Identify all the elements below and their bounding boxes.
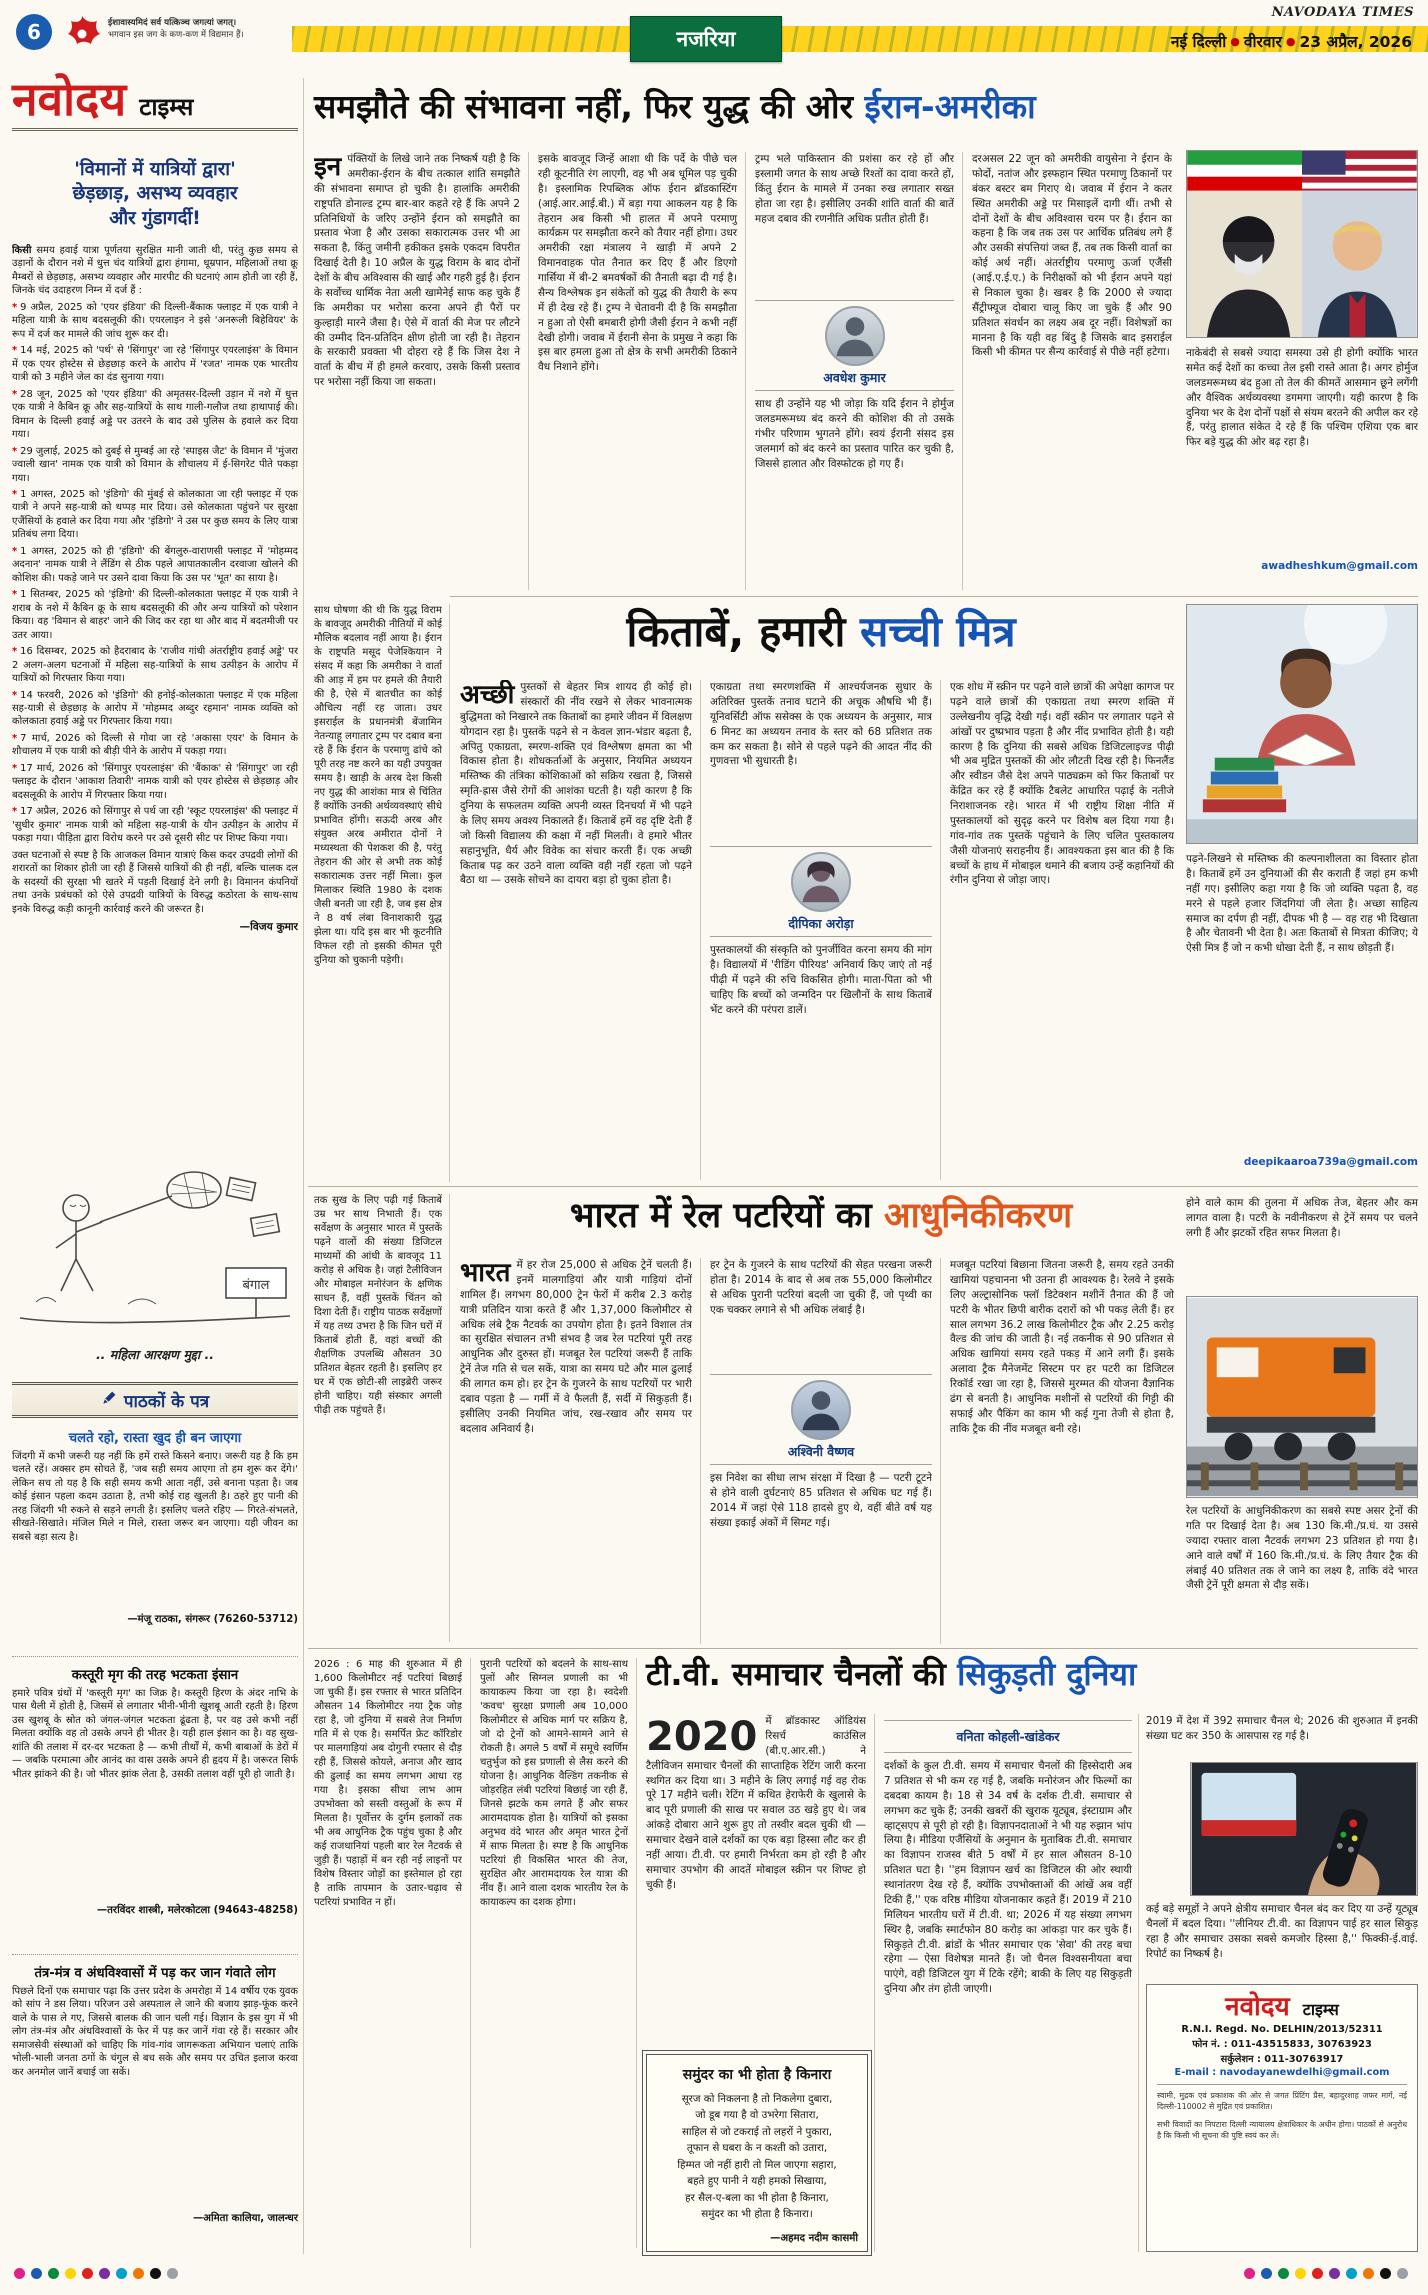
poem-line: सूरज को निकलना है तो निकलेगा दुबारा, <box>681 2093 833 2105</box>
drop-cap: अच्छी <box>460 680 515 710</box>
letter-body: पिछले दिनों एक समाचार पढ़ा कि उत्तर प्रदेश के अमरोहा में 14 वर्षीय एक युवक को सांप ने डस लिया। परिजन उसे अस्पताल ले जाने की बजाय झाड़-फूंक करने वाले के पास ले गए, जिससे बालक की जान चली गई। विज्ञान के इस युग में भी लोग तंत्र-मंत्र और अंधविश्वासों के फेर में पड़ कर जानें गंवा रहे हैं। सरकार और समाजसेवी संस्थाओं को चाहिए कि गांव-गांव जागरूकता अभियान चलाएं ताकि भोली-भाली जनता ठगों के चंगुल से बच सके और समय पर उचित इलाज करवा कर अनमोल जानें बचाई जा सकें। <box>12 1986 298 2078</box>
imprint-paper-subtitle: टाइम्स <box>1302 2000 1339 2019</box>
imprint-email: E-mail : navodayanewdelhi@gmail.com <box>1174 2067 1390 2078</box>
bullet-text: 1 अगस्त, 2025 को ही 'इंडिगो' की बेंगलुरु-वाराणसी फ्लाइट में 'मोहम्मद अदनान' नामक यात्री ने लैंडिंग से ठीक पहले आपातकालीन दरवाजा खोलने की कोशिश की। पकड़े जाने पर उसने दावा किया कि उस पर 'भूत' का साया है। <box>12 545 298 584</box>
letter-item <box>12 1656 298 1951</box>
letter-body: जिंदगी में कभी जरूरी यह नहीं कि हमें रास्ते किसने बनाए। जरूरी यह है कि हम चलते रहें। अक्सर हम सोचते हैं, 'जब सही समय आएगा तो हम शुरू कर देंगे।' लेकिन सच तो यह है कि सही समय कभी आता नहीं, उसे बनाना पड़ता है। जब कोई इंसान पहला कदम उठाता है, तभी कोई राह खुलती है। ठहरे हुए पानी की तरह जिंदगी भी रुकने से सड़ने लगती है। इसलिए चलते रहिए — गिरते-संभलते, सीखते-सिखाते। मंजिल मिले न मिले, रास्ता जरूर बन जाएगा। यही जीवन का सबसे बड़ा सत्य है। <box>12 1451 298 1543</box>
column-text: इस निवेश का सीधा लाभ संरक्षा में दिखा है — पटरी टूटने से होने वाली दुर्घटनाएं 85 प्रतिशत से अधिक घट गई हैं। 2014 में जहां ऐसे 118 हादसे हुए थे, वहीं बीते वर्ष यह संख्या इकाई अंकों में सिमट गई। <box>710 1472 932 1529</box>
author-name: वनिता कोहली-खांडेकर <box>956 1729 1060 1744</box>
imprint-phone: फोन नं. : 011-43515833, 30763923 <box>1192 2039 1372 2050</box>
registration-dots <box>14 2264 184 2283</box>
page-number: 6 <box>27 20 41 44</box>
bullet-text: 7 मार्च, 2026 को दिल्ली से गोवा जा रहे 'अकासा एयर' के विमान के शौचालय में एक यात्री को बीड़ी पीने के आरोप में पकड़ा गया। <box>12 732 298 758</box>
dateline-dot: ● <box>1230 35 1240 48</box>
editorial-headline-line1: 'विमानों में यात्रियों द्वारा' <box>74 159 236 180</box>
cartoon-drawing <box>12 1150 298 1342</box>
bullet-text: 9 अप्रैल, 2025 को 'एयर इंडिया' की दिल्ली-बैंकाक फ्लाइट में एक यात्री ने महिला यात्री के साथ बदसलूकी की। एयरलाइन ने इसे 'अनरूली बिहेवियर' के रूप में दर्ज कर मामले की जांच शुरू कर दी। <box>12 301 298 340</box>
article-column <box>314 152 528 590</box>
registration-dots <box>1244 2264 1414 2283</box>
letter-signature: —मंजू राठका, संगरूर (76260-53712) <box>127 1614 298 1625</box>
author-chip <box>710 846 932 937</box>
dateline-day: वीरवार <box>1243 33 1282 51</box>
letter-body: हमारे पवित्र ग्रंथों में 'कस्तूरी मृग' का जिक्र है। कस्तूरी हिरण के अंदर नाभि के पास थैली में होती है, जिसमें से लगातार भीनी-भीनी खुशबू आती रहती है। हिरण उस खुशबू के स्रोत को जंगल-जंगल भटकता ढूंढता है, पर वह उसे कभी नहीं मिलता क्योंकि वह तो उसके अपने ही भीतर है। यही हाल इंसान का है। वह सुख-शांति की तलाश में दर-दर भटकता है — कभी तीर्थों में, कभी बाबाओं के डेरों में — जबकि परमात्मा और आनंद का वास उसके अपने ही हृदय में है। जरूरत सिर्फ भीतर झांकने की है। जो भीतर झांक लेता है, उसकी तलाश वहीं पूरी हो जाती है। <box>12 1688 298 1780</box>
iran-author-email: awadheshkum@gmail.com <box>1261 560 1418 572</box>
books-column-under-photo: पढ़ने-लिखने से मस्तिष्क की कल्पनाशीलता का विस्तार होता है। किताबें हमें उन दुनियाओं की सैर कराती हैं जहां हम कभी नहीं गए। इसीलिए कहा गया है कि जो व्यक्ति पढ़ता है, वह मरने से पहले हजार जिंदगियां जी लेता है। अच्छा साहित्य समाज का दर्पण ही नहीं, दीपक भी है — वह राह भी दिखाता है और चेतावनी भी देता है। अतः किताबों से मित्रता कीजिए; ये ऐसी मित्र हैं जो न कभी धोखा देती हैं, न साथ छोड़ती हैं। <box>1186 853 1418 955</box>
bullet-star: * <box>12 589 18 601</box>
letter-title: चलते रहो, रास्ता खुद ही बन जाएगा <box>68 1431 242 1446</box>
headline-text: किताबें, हमारी <box>626 607 860 656</box>
editorial-headline-line2: छेड़छाड़, असभ्य व्यवहार <box>72 183 238 205</box>
paper-title: नवोदय <box>12 72 127 126</box>
tv-right-top-text: 2019 में देश में 392 समाचार चैनल थे; 2026 की शुरुआत में इनकी संख्या घट कर 350 के आसपास रह गई है। <box>1146 1715 1418 1742</box>
books-article-columns <box>460 680 1182 1180</box>
author-photo <box>825 306 885 366</box>
column-text: एकाग्रता तथा स्मरणशक्ति में आश्चर्यजनक सुधार के अतिरिक्त पुस्तकें तनाव घटाने की अचूक औषधि भी हैं। यूनिवर्सिटी ऑफ ससेक्स के एक अध्ययन के अनुसार, मात्र 6 मिनट का अध्ययन तनाव के स्तर को 68 प्रतिशत तक कम कर सकता है। सोने से पहले पढ़ने की आदत नींद की गुणवत्ता भी सुधारती है। <box>710 681 932 768</box>
imprint-paper-title: नवोदय <box>1225 1992 1290 2022</box>
railway-article-headline <box>460 1196 1182 1236</box>
headline-accent: सच्ची मित्र <box>859 607 1016 656</box>
author-name: दीपिका अरोड़ा <box>788 916 854 931</box>
pen-icon <box>101 1390 117 1410</box>
editorial-cartoon <box>12 1150 298 1374</box>
editorial-bullet <box>12 588 298 642</box>
brand-name: NAVODAYA TIMES <box>1271 5 1414 20</box>
dateline <box>992 30 1412 52</box>
headline-accent: सिकुड़ती दुनिया <box>957 1655 1137 1693</box>
letter-item <box>12 1954 298 2261</box>
bullet-star: * <box>12 762 18 774</box>
column-rule <box>303 78 304 2254</box>
editorial-lead-word: किसी <box>12 245 32 256</box>
author-chip <box>884 1720 1132 1753</box>
column-text: पुस्तकों से बेहतर मित्र शायद ही कोई हो। संस्कारों की नींव रखने से लेकर भावनात्मक बुद्धिमता को निखारने तक किताबों का हमारे जीवन में विलक्षण योगदान रहा है। पुस्तकें पढ़ने से न केवल ज्ञान-भंडार बढ़ता है, अपितु एकाग्रता, स्मरण-शक्ति एवं विश्लेषण क्षमता का भी विकास होता है। शोधकर्ताओं के अनुसार, नियमित अध्ययन मस्तिष्क की तंत्रिका कोशिकाओं को सक्रिय रखता है, जिससे स्मृति-ह्रास जैसे रोगों की आशंका घटती है। यही कारण है कि दुनिया के सफलतम व्यक्ति अपनी व्यस्त दिनचर्या में भी पढ़ने के लिए समय अवश्य निकालते हैं। किताबें हमें वह दृष्टि देती हैं जो किसी विद्यालय की कक्षा में नहीं मिलती। वे हमारे भीतर सहानुभूति, धैर्य और विवेक का संचार करती हैं। एक अच्छी किताब पढ़ कर उठने वाला व्यक्ति वही नहीं रहता जो पढ़ने बैठा था — उसके सोचने का दायरा बड़ा हो चुका होता है। <box>460 681 692 887</box>
letter-title: तंत्र-मंत्र व अंधविश्वासों में पड़ कर जान गंवाते लोग <box>34 1966 276 1981</box>
author-name: अवधेश कुमार <box>823 370 886 385</box>
headline-text: टी.वी. समाचार चैनलों की <box>646 1655 958 1693</box>
author-photo <box>791 852 851 912</box>
imprint-fine-print-2: सभी विवादों का निपटारा दिल्ली न्यायालय क्षेत्राधिकार के अधीन होगा। पाठकों से अनुरोध है कि किसी भी सूचना की पुष्टि स्वयं कर लें। <box>1157 2119 1407 2140</box>
article-column <box>745 152 962 590</box>
headline-accent: आधुनिकीकरण <box>883 1196 1073 1236</box>
article-column <box>460 1258 700 1644</box>
bullet-star: * <box>12 646 18 658</box>
editorial-bullet <box>12 388 298 442</box>
column-text: पंक्तियों के लिखे जाने तक निष्कर्ष यही है कि अमरीका-ईरान के बीच तत्काल शांति समझौते की संभावना समाप्त हो चुकी है। हालांकि अमरीकी राष्ट्रपति डोनाल्ड ट्रम्प बार-बार कहते रहे हैं कि अपने 2 प्रतिनिधियों के जरिए उन्होंने ईरान को समझौते का प्रस्ताव भेजा है और उसका सकारात्मक उत्तर भी आ सकता है, किंतु जमीनी हकीकत इसके एकदम विपरीत दिखाई देती है। 10 अप्रैल के युद्ध विराम के बाद दोनों देशों के बीच अविश्वास की खाई और गहरी हुई है। ईरान के सर्वोच्च धार्मिक नेता अली खामेनेई साफ कह चुके हैं कि अमरीका पर भरोसा करना अपने ही पैरों पर कुल्हाड़ी मारने जैसा है। ऐसे में वार्ता की मेज पर लौटने की उम्मीद दिन-प्रतिदिन क्षीण होती जा रही है। तेहरान के सरकारी प्रवक्ता भी दोहरा रहे हैं कि जिस देश ने वार्ता के बीच में ही हमले करवाए, उसके किसी प्रस्ताव पर भरोसा नहीं किया जा सकता। <box>314 153 520 389</box>
editorial-bullet <box>12 545 298 585</box>
editorial-body <box>12 244 298 1144</box>
bullet-star: * <box>12 301 18 313</box>
bullet-text: 14 मई, 2025 को 'पर्थ' से 'सिंगापुर' जा रहे 'सिंगापुर एयरलाइंस' के विमान में एक एयर होस्टेस से छेड़छाड़ करने के आरोप में 'रजत' नामक एक भारतीय यात्री को 3 महीने जेल का दंड सुनाया गया। <box>12 345 298 384</box>
bullet-text: 1 सितम्बर, 2025 को 'इंडिगो' की दिल्ली-कोलकाता फ्लाइट में एक यात्री ने शराब के नशे में कैबिन क्रू के साथ बदसलूकी की और अन्य यात्रियों को परेशान किया। वह 'विमान से बाहर' जाने की जिद कर रहा था और बाद में बदतमीजी पर उतर आया। <box>12 589 298 641</box>
reading-woman-photo <box>1186 604 1418 844</box>
letter-signature: —अमिता कालिया, जालन्धर <box>192 2213 298 2224</box>
column-text: पुस्तकालयों की संस्कृति को पुनर्जीवित करना समय की मांग है। विद्यालयों में 'रीडिंग पीरियड' अनिवार्य किए जाएं तो नई पीढ़ी में पढ़ने की रुचि विकसित होगी। माता-पिता को भी चाहिए कि बच्चों को जन्मदिन पर खिलौनों के साथ किताबें भेंट करने की परंपरा डालें। <box>710 944 932 1016</box>
article-column <box>940 1258 1182 1644</box>
column-rule <box>449 604 450 1182</box>
headline-accent: ईरान-अमरीका <box>864 87 1036 126</box>
author-chip <box>710 1374 932 1465</box>
bullet-star: * <box>12 545 18 557</box>
bullet-star: * <box>12 445 18 457</box>
iran-continuation-column: साथ घोषणा की थी कि युद्ध विराम के बावजूद अमरीकी नीतियों में कोई मौलिक बदलाव नहीं आया है। ईरान के राष्ट्रपति मसूद पेजेश्कियान ने संसद में कहा कि अमरीका ने वार्ता की आड़ में हम पर हमले की तैयारी की है, ऐसे में बातचीत का कोई औचित्य नहीं रह जाता। उधर इसराईल के प्रधानमंत्री बेंजामिन नेतन्याहू लगातार ट्रम्प पर दबाव बना रहे हैं कि ईरान के परमाणु ढांचे को पूरी तरह नष्ट करने का यही उपयुक्त समय है। खाड़ी के अरब देश किसी नए युद्ध की आशंका मात्र से चिंतित हैं क्योंकि उनकी अर्थव्यवस्थाएं सीधे प्रभावित होंगी। सऊदी अरब और संयुक्त अरब अमीरात दोनों ने मध्यस्थता की पेशकश की है, परंतु तेहरान की ओर से अभी तक कोई सकारात्मक उत्तर नहीं मिला। कुल मिलाकर स्थिति 1980 के दशक जैसी बनती जा रही है, जब इस क्षेत्र ने 8 वर्ष लंबा विनाशकारी युद्ध झेला था। यदि इस बार भी कूटनीति विफल रही तो इसकी कीमत पूरी दुनिया को चुकानी पड़ेगी। <box>314 605 442 966</box>
poem-line: तूफान से घबरा के न कश्ती को उतारा, <box>686 2142 828 2155</box>
editorial-closing: उक्त घटनाओं से स्पष्ट है कि आजकल विमान यात्राएं किस कदर उपद्रवी लोगों की शरारतों का शिकार होती जा रही हैं जिससे यात्रियों की ही नहीं, बल्कि चालक दल के सदस्यों की सुरक्षा भी खतरे में पड़ती दिखाई देने लगी है। विमानन कंपनियों तथा उनके प्रबंधकों को ऐसे उपद्रवी यात्रियों के विरुद्ध कठोरता के साथ-साथ इनके विरुद्ध कड़ी कानूनी कार्रवाई करने की जरूरत है। <box>12 849 298 915</box>
headline-text: भारत में रेल पटरियों का <box>569 1196 884 1236</box>
editorial-intro-text: समय हवाई यात्रा पूर्णतया सुरक्षित मानी जाती थी, परंतु कुछ समय से उड़ानों के दौरान नशे में धुत्त चंद यात्रियों द्वारा हंगामा, धूम्रपान, महिलाओं तथा क्रू मैम्बरों से छेड़छाड़, असभ्य व्यवहार और मारपीट की घटनाएं आम होती जा रही हैं, जिनके चंद उदाहरण निम्न में दर्ज हैं : <box>12 245 298 297</box>
section-label-box <box>630 16 782 62</box>
bullet-star: * <box>12 689 18 701</box>
editorial-signature: —विजय कुमार <box>239 921 298 934</box>
paper-masthead <box>12 72 298 131</box>
motto-line2: भगवान इस जग के कण-कण में विद्यमान हैं। <box>108 29 244 40</box>
iran-article-headline <box>314 88 1414 126</box>
bullet-text: 17 मार्च, 2026 को 'सिंगापुर एयरलाइंस' की 'बैंकाक' से 'सिंगापुर' जा रही फ्लाइट के दौरान 'आकाश तिवारी' नामक यात्री को एयर होस्टेस से छेड़छाड़ और बदसलूकी के आरोप में गिरफ्तार किया गया। <box>12 762 298 801</box>
section-rule <box>450 596 1418 597</box>
drop-cap: भारत <box>460 1258 511 1288</box>
editorial-bullet <box>12 301 298 341</box>
bullet-text: 28 जून, 2025 को 'एयर इंडिया' की अमृतसर-दिल्ली उड़ान में नशे में धुत्त एक यात्री ने कैबिन क्रू और सह-यात्रियों के साथ गाली-गलौज तथा हाथापाई की। विमान के दिल्ली हवाई अड्डे पर उतरने के बाद उसे पुलिस के हवाले कर दिया गया। <box>12 388 298 441</box>
railway-article-columns <box>460 1258 1182 1644</box>
editorial-headline <box>12 158 298 231</box>
bullet-text: 1 अगस्त, 2025 को 'इंडिगो' की मुंबई से कोलकाता जा रही फ्लाइट में एक यात्री ने अपने सह-यात्री को थप्पड़ मार दिया। उसे कोलकाता पहुंचने पर सुरक्षा एजैंसियों के हवाले कर दिया गया और 'इंडिगो' ने उस पर कुछ समय के लिए यात्रा प्रतिबंध लगा दिया। <box>12 488 298 541</box>
poem-line: हर सैल-ए-बला का भी होता है किनारा, <box>685 2191 829 2204</box>
column-text: साथ ही उन्होंने यह भी जोड़ा कि यदि ईरान ने होर्मुज जलडमरूमध्य बंद करने की कोशिश की तो उसके गंभीर परिणाम भुगतने होंगे। स्वयं ईरानी संसद इस जलमार्ग को बंद करने का प्रस्ताव पारित कर चुकी है, जिससे हालात और विस्फोटक हो गए हैं। <box>755 398 954 470</box>
column-text: ट्रम्प भले पाकिस्तान की प्रशंसा कर रहे हों और इस्लामी जगत के साथ अच्छे रिश्तों का दावा करते हों, किंतु ईरान के मामले में उनका रुख लगातार सख्त होता जा रहा है। इसीलिए उनकी शांति वार्ता की बातें महज दबाव की रणनीति अधिक प्रतीत होती हैं। <box>755 153 954 225</box>
dateline-date: 23 अप्रैल, 2026 <box>1299 33 1412 51</box>
bullet-star: * <box>12 488 18 500</box>
editorial-bullet <box>12 344 298 384</box>
bullet-text: 29 जुलाई, 2025 को दुबई से मुम्बई आ रहे 'स्पाइस जैट' के विमान में 'मुंजरा ज्वाली खान' नामक एक यात्री को विमान के शौचालय में ई-सिगरेट पीते पकड़ा गया। <box>12 445 298 484</box>
column-rule <box>874 1714 875 2252</box>
column-text: में हर रोज 25,000 से अधिक ट्रेनें चलती हैं। इनमें मालगाड़ियां और यात्री गाड़ियां दोनों शामिल हैं। लगभग 80,000 ट्रेन फेरों में करीब 2.3 करोड़ यात्री प्रतिदिन यात्रा करते हैं और 1,37,000 किलोमीटर से अधिक लंबे ट्रैक नैटवर्क का उपयोग होता है। इतने विशाल तंत्र का सुरक्षित संचालन तभी संभव है जब रेल पटरियां पूरी तरह आधुनिक और दुरुस्त हों। मजबूत रेल पटरियां जरूरी हैं ताकि ट्रेनें तेज गति से चल सकें, यात्रा का समय घटे और माल ढुलाई की लागत कम हो। हर ट्रेन के गुजरने के साथ पटरियों पर भारी दबाव पड़ता है — गर्मी में वे फैलती हैं, सर्दी में सिकुड़ती हैं। इसीलिए उनकी नियमित जांच, रख-रखाव और समय पर बदलाव अनिवार्य है। <box>460 1259 692 1435</box>
editorial-bullet <box>12 689 298 729</box>
tv-column-2 <box>884 1714 1132 2254</box>
column-text: मजबूत पटरियां बिछाना जितना जरूरी है, समय रहते उनकी खामियां पहचानना भी उतना ही आवश्यक है। रेलवे ने इसके लिए अल्ट्रासोनिक फ्लॉ डिटेक्शन मशीनें तैनात की हैं जो पटरी के भीतर छिपी बारीक दरारों को भी पकड़ लेती हैं। हर साल लगभग 36.2 लाख किलोमीटर ट्रैक और 2.25 करोड़ वैल्ड की जांच की जाती है। नई तकनीक से 90 प्रतिशत से अधिक खामियां समय रहते पकड़ में आने लगी हैं। इसके अलावा ट्रैक मैनेजमेंट सिस्टम पर हर पटरी का डिजिटल रिकॉर्ड रखा जा रहा है, जिससे मुरम्मत की योजना वैज्ञानिक ढंग से बनती है। आधुनिक मशीनों से पटरियों की गिट्टी की सफाई और पैकिंग का काम भी कई गुना तेजी से होता है, ताकि ट्रैक की नींव मजबूत बनी रहे। <box>950 1259 1174 1435</box>
track-machine-photo <box>1186 1296 1418 1498</box>
imprint-box <box>1146 1984 1418 2252</box>
iran-leaders-photo <box>1186 150 1418 338</box>
bullet-star: * <box>12 345 18 357</box>
article-column <box>940 680 1182 1180</box>
books-author-email: deepikaaroa739a@gmail.com <box>1243 1156 1418 1168</box>
dateline-dot: ● <box>1285 35 1296 48</box>
author-chip <box>755 300 954 391</box>
letters-section-header <box>12 1382 298 1418</box>
iran-column-under-photo: नाकेबंदी से सबसे ज्यादा समस्या उसे ही होगी क्योंकि भारत समेत कई देशों का कच्चा तेल इसी रास्ते आता है। अगर होर्मुज जलडमरूमध्य बंद हुआ तो तेल की कीमतें आसमान छूने लगेंगी और वैश्विक अर्थव्यवस्था डगमगा जाएगी। यही कारण है कि दुनिया भर के देश दोनों पक्षों से संयम बरतने की अपील कर रहे हैं, परंतु हालात संकेत दे रहे हैं कि पश्चिम एशिया एक बार फिर बड़े युद्ध की ओर बढ़ रहा है। <box>1186 347 1418 449</box>
letter-item <box>12 1428 298 1646</box>
decorative-emblem-icon <box>62 12 102 54</box>
author-photo <box>791 1380 851 1440</box>
column-text: में ब्रॉडकास्ट ऑडियंस रिसर्च काउंसिल (बी.ए.आर.सी.) ने टैलीविजन समाचार चैनलों की साप्ताहिक रेटिंग जारी करना स्थगित कर दिया था। 3 महीने के लिए लगाई गई वह रोक पूरे 17 महीने चली। रेटिंग में कथित हेराफेरी के खुलासे के बाद पूरी प्रणाली की साख पर सवाल उठ खड़े हुए थे। जब आंकड़े दोबारा आने शुरू हुए तो तस्वीर बदल चुकी थी — समाचार देखने वाले दर्शकों का एक बड़ा हिस्सा लौट कर ही नहीं आया। टी.वी. पर हमारी निर्भरता कम हो रही है और समाचार उपभोग की आदतें मोबाइल स्क्रीन पर शिफ्ट हो चुकी हैं। <box>646 1715 866 1891</box>
column-text: हर ट्रेन के गुजरने के साथ पटरियों की सेहत परखना जरूरी होता है। 2014 के बाद से अब तक 55,000 किलोमीटर से अधिक पुरानी पटरियां बदली जा चुकी हैं, जो पृथ्वी का एक चक्कर लगाने से भी अधिक लंबाई है। <box>710 1259 932 1316</box>
imprint-masthead <box>1157 1994 1407 2020</box>
railway-tail-column: 2026 : 6 माह की शुरुआत में ही 1,600 किलोमीटर नई पटरियां बिछाई जा चुकी हैं। इस रफ्तार से भारत प्रतिदिन औसतन 14 किलोमीटर नया ट्रैक जोड़ रहा है, जो दुनिया में सबसे तेज निर्माण गति में से एक है। समर्पित फ्रेट कॉरिडोर पर मालगाड़ियां अब दोगुनी रफ्तार से दौड़ रही हैं, जिससे कोयले, अनाज और खाद की ढुलाई का समय लगभग आधा रह गया है। इसका सीधा लाभ आम उपभोक्ता को सस्ती वस्तुओं के रूप में मिलता है। पूर्वोत्तर के दुर्गम इलाकों तक भी अब आधुनिक ट्रैक पहुंच चुका है और कई राजधानियां पहली बार रेल नैटवर्क से जुड़ी हैं। पहाड़ों में बन रही नई लाइनों पर विशेष विस्तार जोड़ों का इस्तेमाल हो रहा है ताकि तापमान के उतार-चढ़ाव से पटरियां प्रभावित न हों। <box>314 1659 462 1908</box>
tv-remote-photo <box>1190 1762 1418 1896</box>
poem-line: हिम्मत जो नहीं हारी तो मिल जाएगा सहारा, <box>677 2158 837 2171</box>
bullet-star: * <box>12 732 18 744</box>
imprint-circulation: सर्कुलेशन : 011-30763917 <box>1220 2054 1344 2065</box>
column-text: इसके बावजूद जिन्हें आशा थी कि पर्दे के पीछे चल रही कूटनीति रंग लाएगी, वह भी अब धूमिल पड़ चुकी है। इस्लामिक रिपब्लिक ऑफ ईरान ब्रॉडकास्टिंग (आई.आर.आई.बी.) में बड़ा गया आकलन यह है कि तेहरान अब किसी भी हालत में अपने परमाणु कार्यक्रम पर समझौता करने को तैयार नहीं होगा। उधर अमरीकी रक्षा मंत्रालय ने खाड़ी में अपने 2 विमानवाहक पोत तैनात कर दिए हैं और डिएगो गार्सिया में बी-2 बमवर्षकों की तैनाती बढ़ा दी गई है। सैन्य विश्लेषक इन संकेतों को युद्ध की तैयारी के रूप में ही देख रहे हैं। ट्रम्प ने चेतावनी दी है कि समझौता न हुआ तो ऐसी बमबारी होगी जैसी ईरान ने कभी नहीं देखी होगी। जवाब में ईरानी सेना के प्रमुख ने कहा कि इस बार हमला हुआ तो क्षेत्र के सभी अमरीकी ठिकाने वैध निशाने होंगे। <box>538 153 737 374</box>
column-rule <box>470 1658 471 2248</box>
drop-cap: 2020 <box>646 1714 758 1760</box>
column-text: एक शोध में स्क्रीन पर पढ़ने वाले छात्रों की अपेक्षा कागज पर पढ़ने वाले छात्रों की एकाग्रता तथा स्मरण शक्ति में उल्लेखनीय वृद्धि देखी गई। वहीं स्क्रीन पर लगातार पढ़ने से आंखों पर दुष्प्रभाव पड़ता है और नींद प्रभावित होती है। यही कारण है कि दुनिया की सबसे अधिक डिजिटलाइज्ड पीढ़ी भी अब मुद्रित पुस्तकों की ओर लौटती दिख रही है। फिनलैंड और स्वीडन जैसे देश अपने पाठ्यक्रम को फिर किताबों पर केंद्रित कर रहे हैं क्योंकि टैबलेट आधारित पढ़ाई के नतीजे निराशाजनक रहे। भारत में भी राष्ट्रीय शिक्षा नीति में पुस्तकालयों को सुदृढ़ करने पर विशेष बल दिया गया है। गांव-गांव तक पुस्तकें पहुंचाने के लिए चलित पुस्तकालय जैसी योजनाएं सराहनीय हैं। आवश्यकता इस बात की है कि बच्चों के हाथ में मोबाइल थमाने की बजाय उन्हें कहानियों की रंगीन दुनिया से जोड़ा जाए। <box>950 681 1174 887</box>
article-column <box>700 1258 940 1644</box>
cartoon-caption: .. महिला आरक्षण मुद्दा .. <box>95 1347 215 1362</box>
column-rule <box>636 1658 637 2248</box>
cartoon-sign-label: बंगाल <box>242 1278 270 1293</box>
letter-title: कस्तूरी मृग की तरह भटकता इंसान <box>71 1668 239 1683</box>
poem-signature: —अहमद नदीम कासमी <box>770 2232 858 2244</box>
poem-line: जो डूब गया है वो उभरेगा सितारा, <box>695 2109 819 2122</box>
letters-section-title: पाठकों के पत्र <box>123 1391 210 1412</box>
article-column <box>460 680 700 1180</box>
article-column <box>700 680 940 1180</box>
editorial-intro <box>12 244 298 298</box>
paper-subtitle: टाइम्स <box>139 93 194 121</box>
tv-article-headline <box>646 1656 1418 1693</box>
editorial-bullet <box>12 805 298 845</box>
editorial-bullet <box>12 732 298 759</box>
article-column <box>962 152 1180 590</box>
bullet-star: * <box>12 806 18 818</box>
article-column <box>528 152 745 590</box>
author-name: अश्विनी वैष्णव <box>787 1444 855 1459</box>
poem-title: समुंदर का भी होता है किनारा <box>682 2067 832 2083</box>
section-rule <box>308 1186 1418 1187</box>
masthead-motto <box>108 18 288 41</box>
tv-right-bottom-text: कई बड़े समूहों ने अपने क्षेत्रीय समाचार चैनल बंद कर दिए या उन्हें यूट्यूब चैनलों में बदल दिया। ''लीनियर टी.वी. का विज्ञापन पाई हर साल सिकुड़ रहा है और समाचार उसका सबसे कमजोर हिस्सा है,'' फिक्की-ई.वाई. रिपोर्ट का निष्कर्ष है। <box>1146 1903 1418 1960</box>
imprint-fine-print-1: स्वामी, मुद्रक एवं प्रकाशक की ओर से जगत प्रिंटिंग प्रैस, बहादुरशाह जफर मार्ग, नई दिल्ली-110002 से मुद्रित एवं प्रकाशित। <box>1157 2084 1407 2113</box>
bullet-text: 17 अप्रैल, 2026 को सिंगापुर से पर्थ जा रही 'स्कूट एयरलाइंस' की फ्लाइट में 'सुधीर कुमार' नामक यात्री को महिला सह-यात्री के यौन उत्पीड़न के आरोप में पकड़ा गया। पीड़िता द्वारा विरोध करने पर उसे दूसरी सीट पर शिफ्ट किया गया। <box>12 806 298 845</box>
page-number-badge <box>16 14 52 50</box>
imprint-rni: R.N.I. Regd. No. DELHIN/2013/52311 <box>1181 2024 1383 2035</box>
poem-box <box>646 2054 868 2252</box>
editorial-bullet <box>12 645 298 685</box>
poem-line: समुंदर का भी होता है किनारा। <box>701 2208 813 2221</box>
poem-line: साहिल से जो टकराई तो लहरों ने पुकारा, <box>681 2125 833 2138</box>
editorial-bullet <box>12 488 298 542</box>
column-rule <box>449 1194 450 1642</box>
section-rule <box>308 1648 1418 1649</box>
editorial-bullet <box>12 445 298 485</box>
bullet-text: 14 फरवरी, 2026 को 'इंडिगो' की हनोई-कोलकाता फ्लाइट में एक महिला सह-यात्री से छेड़छाड़ के आरोप में 'मोहम्मद अब्दुर रहमान' नामक व्यक्ति को कोलकाता हवाई अड्डे पर गिरफ्तार किया गया। <box>12 689 298 728</box>
column-text: दर्शकों के कुल टी.वी. समय में समाचार चैनलों की हिस्सेदारी अब 7 प्रतिशत से भी कम रह गई है, जबकि मनोरंजन और फिल्मों का दबदबा कायम है। 18 से 34 वर्ष के दर्शक टी.वी. समाचार से लगभग कट चुके हैं; उनकी खबरों की खुराक यूट्यूब, इंस्टाग्राम और व्हाट्सएप से पूरी हो रही है। विज्ञापनदाताओं ने भी यह रुझान भांप लिया है। मीडिया एजैंसियों के अनुमान के मुताबिक टी.वी. समाचार का विज्ञापन राजस्व बीते 5 वर्षों में हर साल औसतन 8-10 प्रतिशत घटा है। ''हम विज्ञापन खर्च का डिजिटल की ओर स्थायी स्थानांतरण देख रहे हैं, क्योंकि उपभोक्ताओं की आंखें अब वहीं टिकी हैं,'' एक वरिष्ठ मीडिया योजनाकार कहते हैं। 2019 में 210 मिलियन भारतीय घरों में टी.वी. था; 2026 में यह संख्या लगभग स्थिर है, जबकि स्मार्टफोन 80 करोड़ का आंकड़ा पार कर चुके हैं। सिकुड़ते टी.वी. ब्रांडों के भीतर समाचार एक 'सेवा' की तरह बचा रहेगा — ऐसा विशेषज्ञ मानते हैं। जो चैनल विश्वसनीयता बचा पाएंगे, वही डिजिटल युग में टिके रहेंगे; बाकी के लिए यह सिकुड़ती दुनिया और तंग होती जाएगी। <box>884 1760 1132 1996</box>
column-rule <box>1138 1714 1139 2252</box>
column-text: दरअसल 22 जून को अमरीकी वायुसेना ने ईरान के फोर्दो, नतांज और इस्फहान स्थित परमाणु ठिकानों पर बंकर बस्टर बम गिराए थे। जवाब में ईरान ने कतर स्थित अमरीकी अड्डे पर मिसाइलें दागी थीं। तभी से दोनों देशों के बीच अविश्वास चरम पर है। ईरान का कहना है कि जब तक उस पर आर्थिक प्रतिबंध लगे हैं और उसकी संपत्तियां जब्त हैं, तब तक किसी वार्ता का कोई अर्थ नहीं। अंतर्राष्ट्रीय परमाणु ऊर्जा एजैंसी (आई.ए.ई.ए.) के निरीक्षकों को भी ईरान अपने यहां से निकाल चुका है। खबर है कि 2000 से ज्यादा सैंट्रीफ्यूज दोबारा चालू किए जा चुके हैं और 90 प्रतिशत संवर्धन का लक्ष्य अब दूर नहीं। विशेषज्ञों का मानना है कि यही वह बिंदु है जिसके बाद इसराईल किसी भी कीमत पर सैन्य कार्रवाई से पीछे नहीं हटेगा। <box>972 153 1172 359</box>
section-label: नजरिया <box>676 27 736 51</box>
books-article-headline <box>460 608 1182 656</box>
railway-right-bottom-text: रेल पटरियों के आधुनिकीकरण का सबसे स्पष्ट असर ट्रेनों की गति पर दिखाई देता है। अब 130 कि.मी./प्र.घं. या उससे ज्यादा रफ्तार वाला नैटवर्क लगभग 23 प्रतिशत हो गया है। आने वाले वर्षों में 160 कि.मी./प्र.घं. के लिए तैयार ट्रैक की लंबाई 40 प्रतिशत तक ले जाने का लक्ष्य है, ताकि वंदे भारत जैसी ट्रेनें पूरी क्षमता से दौड़ सकें। <box>1186 1505 1418 1592</box>
tv-column-1 <box>646 1714 866 2044</box>
bullet-star: * <box>12 388 18 400</box>
editorial-headline-line3: और गुंडागर्दी! <box>109 207 201 229</box>
dateline-city: नई दिल्ली <box>1170 33 1227 51</box>
railway-tail-column: पुरानी पटरियों को बदलने के साथ-साथ पुलों और सिग्नल प्रणाली का भी कायाकल्प किया जा रहा है। स्वदेशी 'कवच' सुरक्षा प्रणाली अब 10,000 किलोमीटर से अधिक मार्ग पर सक्रिय है, जो दो ट्रेनों को आमने-सामने आने से रोकती है। अगले 5 वर्षों में समूचे स्वर्णिम चतुर्भुज को इस प्रणाली से लैस करने की योजना है। आधुनिक वैल्डिंग तकनीक से जोड़रहित लंबी पटरियां बिछाई जा रही हैं, जिनसे झटके कम लगते हैं और सफर आरामदायक होता है। यात्रियों को इसका अनुभव वंदे भारत और अमृत भारत ट्रेनों में साफ मिलता है। स्पष्ट है कि आधुनिक पटरियां ही विकसित भारत की तेज, सुरक्षित और आरामदायक रेल यात्रा की नींव हैं। आने वाला दशक भारतीय रेल के कायाकल्प का दशक होगा। <box>480 1659 628 1908</box>
letter-signature: —तरविंदर शास्त्री, मलेरकोटला (94643-48258) <box>96 1905 298 1916</box>
drop-cap: इन <box>314 152 342 182</box>
motto-line1: ईशावास्यमिदं सर्व यत्किञ्च जगत्यां जगत्। <box>108 18 237 28</box>
headline-text: समझौते की संभावना नहीं, फिर युद्ध की ओर <box>314 87 865 126</box>
editorial-bullet <box>12 762 298 802</box>
iran-article-columns <box>314 152 1180 590</box>
poem-line: बहते हुए पानी ने यही हमको सिखाया, <box>687 2175 827 2188</box>
railway-right-top-text: होने वाले काम की तुलना में अधिक तेज, बेहतर और कम लागत वाला है। पटरी के नवीनीकरण से ट्रेनें समय पर चलने लगी हैं और झटकों रहित सफर मिलता है। <box>1186 1197 1418 1239</box>
books-tail-column: तक सुख के लिए पढ़ी गई किताबें उम्र भर साथ निभाती हैं। एक सर्वेक्षण के अनुसार भारत में पुस्तकें पढ़ने वालों की संख्या डिजिटल माध्यमों की आंधी के बावजूद 11 करोड़ से अधिक है। जहां टैलीविजन और मोबाइल मनोरंजन के क्षणिक साधन हैं, वहीं पुस्तकें चिंतन को दिशा देती हैं। राष्ट्रीय पाठक सर्वेक्षणों में यह तथ्य उभरा है कि जिन घरों में किताबें होती हैं, वहां बच्चों की शैक्षणिक उपलब्धि औसतन 30 प्रतिशत बेहतर रहती है। इसलिए हर घर में एक छोटी-सी लाइब्रेरी जरूर होनी चाहिए। यही संस्कार अगली पीढ़ी तक पहुंचते हैं। <box>314 1195 442 1416</box>
bullet-text: 16 दिसम्बर, 2025 को हैदराबाद के 'राजीव गांधी अंतर्राष्ट्रीय हवाई अड्डे' पर 2 अलग-अलग घटनाओं में महिला सह-यात्रियों के साथ उत्पीड़न के आरोप में यात्रियों को गिरफ्तार किया गया। <box>12 646 298 685</box>
